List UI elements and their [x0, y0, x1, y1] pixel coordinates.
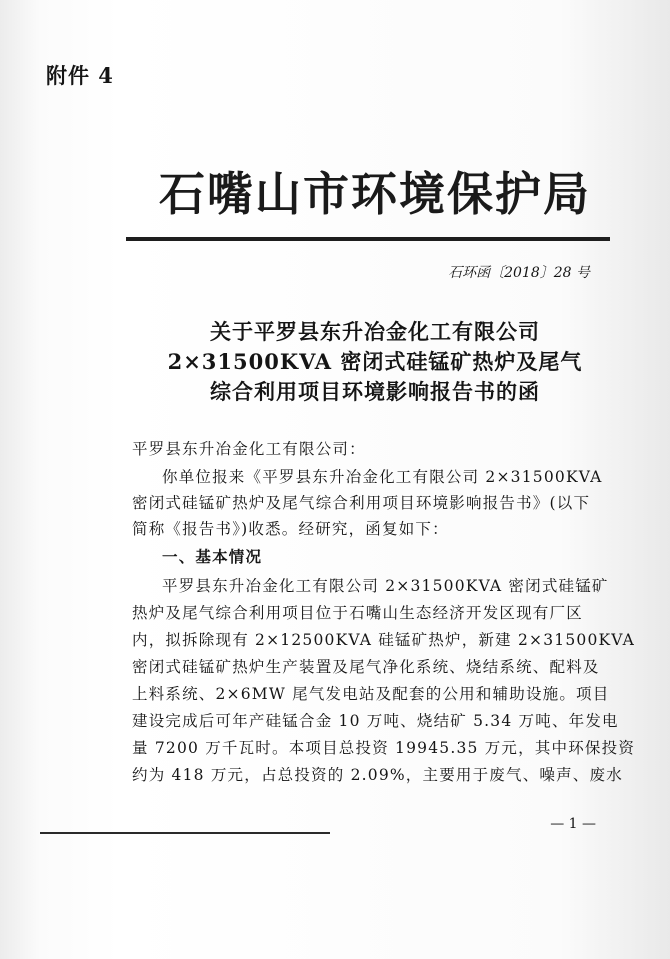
title-line-1: 关于平罗县东升冶金化工有限公司 [210, 319, 540, 344]
section-heading: 一、基本情况 [162, 547, 263, 566]
footer-rule [40, 832, 330, 834]
section-line-5: 上料系统、2×6MW 尾气发电站及配套的公用和辅助设施。项目 [132, 685, 610, 703]
page-number: — 1 — [550, 816, 596, 832]
intro-line-3: 简称《报告书》)收悉。经研究，函复如下： [132, 520, 449, 538]
header-rule [126, 237, 610, 241]
intro-line-2: 密闭式硅锰矿热炉及尾气综合利用项目环境影响报告书》(以下 [132, 494, 591, 512]
section-line-6: 建设完成后可年产硅锰合金 10 万吨、烧结矿 5.34 万吨、年发电 [132, 712, 619, 730]
section-line-7: 量 7200 万千瓦时。本项目总投资 19945.35 万元，其中环保投资 [132, 739, 636, 757]
section-line-8: 约为 418 万元，占总投资的 2.09%，主要用于废气、噪声、废水 [132, 766, 623, 784]
title-line-2: 2×31500KVA 密闭式硅锰矿热炉及尾气 [167, 349, 583, 374]
salutation: 平罗县东升冶金化工有限公司： [132, 440, 366, 458]
intro-line-1: 你单位报来《平罗县东升冶金化工有限公司 2×31500KVA [162, 468, 603, 486]
document-number: 石环函〔2018〕28 号 [448, 265, 590, 281]
section-line-2: 热炉及尾气综合利用项目位于石嘴山生态经济开发区现有厂区 [132, 604, 583, 622]
section-line-1: 平罗县东升冶金化工有限公司 2×31500KVA 密闭式硅锰矿 [162, 577, 609, 595]
section-line-4: 密闭式硅锰矿热炉生产装置及尾气净化系统、烧结系统、配料及 [132, 658, 600, 676]
title-line-3: 综合利用项目环境影响报告书的函 [210, 379, 540, 404]
section-line-3: 内，拟拆除现有 2×12500KVA 硅锰矿热炉，新建 2×31500KVA [132, 631, 636, 649]
attachment-label: 附件 4 [46, 63, 114, 88]
agency-name: 石嘴山市环境保护局 [159, 167, 591, 221]
